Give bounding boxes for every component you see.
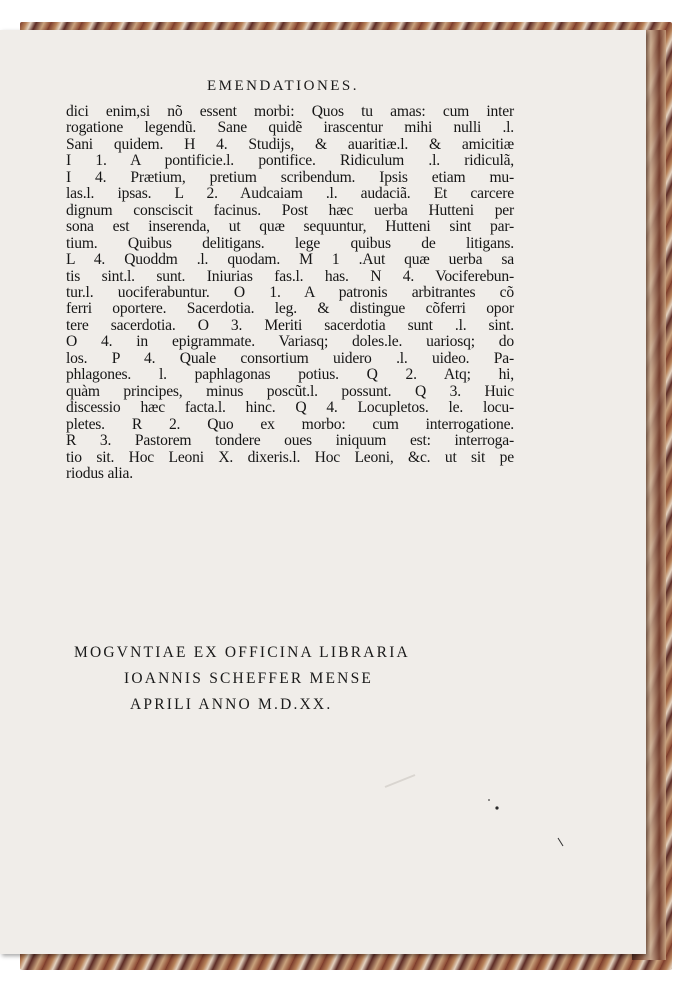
text-line: rogatione legendũ. Sane quidẽ irascentur mihi nulli .l. <box>66 119 514 137</box>
text-line: discessio hæc facta.l. hinc. Q 4. Locupletos. le. locu- <box>66 399 514 417</box>
colophon-line: IOANNIS SCHEFFER MENSE <box>124 670 374 687</box>
book-page <box>0 30 646 954</box>
text-line: tium. Quibus delitigans. lege quibus de litigans. <box>66 234 514 252</box>
text-line-last: riodus alia. <box>66 464 133 482</box>
text-line: pletes. R 2. Quo ex morbo: cum interrogatione. <box>66 415 514 433</box>
text-line: O 4. in epigrammate. Variasq; doles.le. uariosq; do <box>66 333 514 351</box>
text-line: L 4. Quoddm .l. quodam. M 1 .Aut quæ uerba sa <box>66 251 514 269</box>
text-line: tur.l. uociferabuntur. O 1. A patronis arbitrantes cõ <box>66 283 514 301</box>
errata-text <box>66 104 514 482</box>
text-line: quàm principes, minus poscũt.l. possunt. Q 3. Huic <box>66 382 514 400</box>
colophon <box>74 640 494 718</box>
text-line: ferri oportere. Sacerdotia. leg. & distingue cõferri opor <box>66 300 514 318</box>
text-line: R 3. Pastorem tondere oues iniquum est: interroga- <box>66 432 514 450</box>
text-line: tio sit. Hoc Leoni X. dixeris.l. Hoc Leoni, &c. ut sit pe <box>66 448 514 466</box>
text-line: I 1. A pontificie.l. pontifice. Ridiculum .l. ridiculã, <box>66 152 514 170</box>
text-line: Sani quidem. H 4. Studijs, & auaritiæ.l. & amicitiæ <box>66 135 514 153</box>
colophon-line: APRILI ANNO M.D.XX. <box>130 696 333 713</box>
text-line: dici enim,si nõ essent morbi: Quos tu amas: cum inter <box>66 103 514 120</box>
text-line: I 4. Prætium, pretium scribendum. Ipsis etiam mu- <box>66 168 514 186</box>
running-head: EMENDATIONES. <box>206 78 360 94</box>
text-line: tere sacerdotia. O 3. Meriti sacerdotia sunt .l. sint. <box>66 316 514 334</box>
text-line: los. P 4. Quale consortium uidero .l. uideo. Pa- <box>66 349 514 367</box>
text-line: tis sint.l. sunt. Iniurias fas.l. has. N 4. Vociferebun- <box>66 267 514 285</box>
text-line: phlagones. l. paphlagonas potius. Q 2. Atq; hi, <box>66 366 514 384</box>
text-line: dignum consciscit facinus. Post hæc uerba Hutteni per <box>66 201 514 219</box>
text-line: las.l. ipsas. L 2. Audcaiam .l. audaciã. Et carcere <box>66 185 514 203</box>
text-line: sona est inserenda, ut quæ sequuntur, Hutteni sint par- <box>66 218 514 236</box>
colophon-line: MOGVNTIAE EX OFFICINA LIBRARIA <box>74 644 410 661</box>
